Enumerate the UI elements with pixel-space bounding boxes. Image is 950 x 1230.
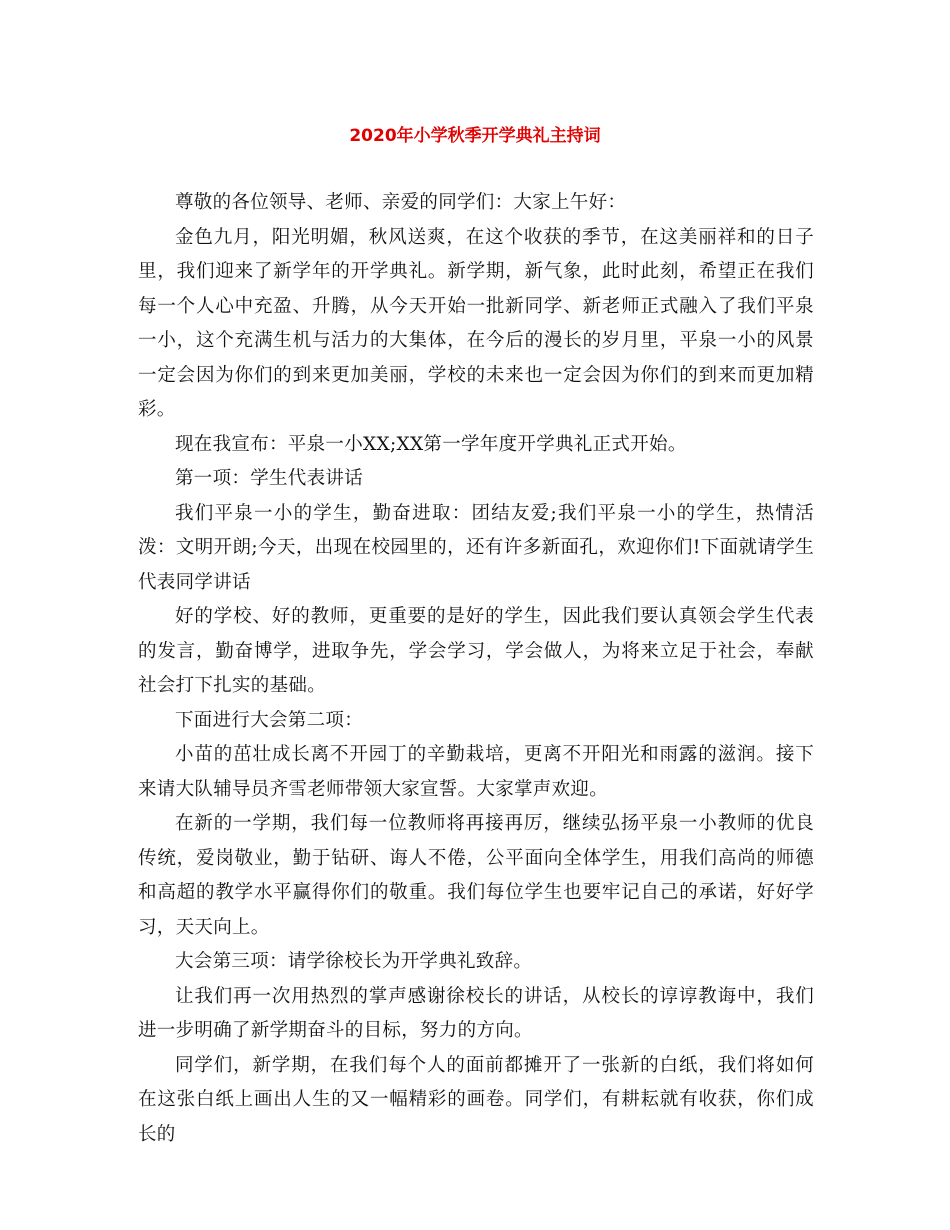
document-title: 2020年小学秋季开学典礼主持词 bbox=[349, 126, 601, 146]
paragraph-teachers: 在新的一学期，我们每一位教师将再接再厉，继续弘扬平泉一小教师的优良传统，爱岗敬业，勤于钻研、诲人不倦，公平面向全体学生，用我们高尚的师德和高超的教学水平赢得你们的敬重。我们每位学生也要牢记自己的承诺，好好学习，天天向上。 bbox=[138, 813, 814, 938]
paragraph-item-one: 第一项：学生代表讲话 bbox=[175, 468, 364, 489]
paragraph-student-intro: 我们平泉一小的学生，勤奋进取：团结友爱;我们平泉一小的学生，热情活泼：文明开朗;今天，出现在校园里的，还有许多新面孔，欢迎你们!下面就请学生代表同学讲话 bbox=[138, 502, 814, 593]
paragraph-greeting: 尊敬的各位领导、老师、亲爱的同学们：大家上午好： bbox=[175, 192, 627, 213]
paragraph-student-followup: 好的学校、好的教师，更重要的是好的学生，因此我们要认真领会学生代表的发言，勤奋博学，进取争先，学会学习，学会做人，为将来立足于社会，奉献社会打下扎实的基础。 bbox=[138, 606, 814, 696]
paragraph-principal-thanks: 让我们再一次用热烈的掌声感谢徐校长的讲话，从校长的谆谆教诲中，我们进一步明确了新学期奋斗的目标，努力的方向。 bbox=[138, 985, 814, 1041]
paragraph-announcement: 现在我宣布：平泉一小XX;XX第一学年度开学典礼正式开始。 bbox=[175, 433, 687, 455]
paragraph-item-three: 大会第三项：请学徐校长为开学典礼致辞。 bbox=[175, 951, 533, 972]
document-body bbox=[138, 186, 814, 1152]
paragraph-opening: 金色九月，阳光明媚，秋风送爽，在这个收获的季节，在这美丽祥和的日子里，我们迎来了新学年的开学典礼。新学期，新气象，此时此刻，希望正在我们每一个人心中充盈、升腾，从今天开始一批新同学、新老师正式融入了我们平泉一小，这个充满生机与活力的大集体，在今后的漫长的岁月里，平泉一小的风景一定会因为你们的到来更加美丽，学校的未来也一定会因为你们的到来而更加精彩。 bbox=[138, 226, 814, 420]
paragraph-oath-intro: 小苗的茁壮成长离不开园丁的辛勤栽培，更离不开阳光和雨露的滋润。接下来请大队辅导员齐雪老师带领大家宣誓。大家掌声欢迎。 bbox=[138, 744, 814, 800]
paragraph-closing: 同学们，新学期，在我们每个人的面前都摊开了一张新的白纸，我们将如何在这张白纸上画出人生的又一幅精彩的画卷。同学们，有耕耘就有收获，你们成长的 bbox=[138, 1054, 814, 1145]
paragraph-item-two: 下面进行大会第二项： bbox=[175, 709, 364, 731]
